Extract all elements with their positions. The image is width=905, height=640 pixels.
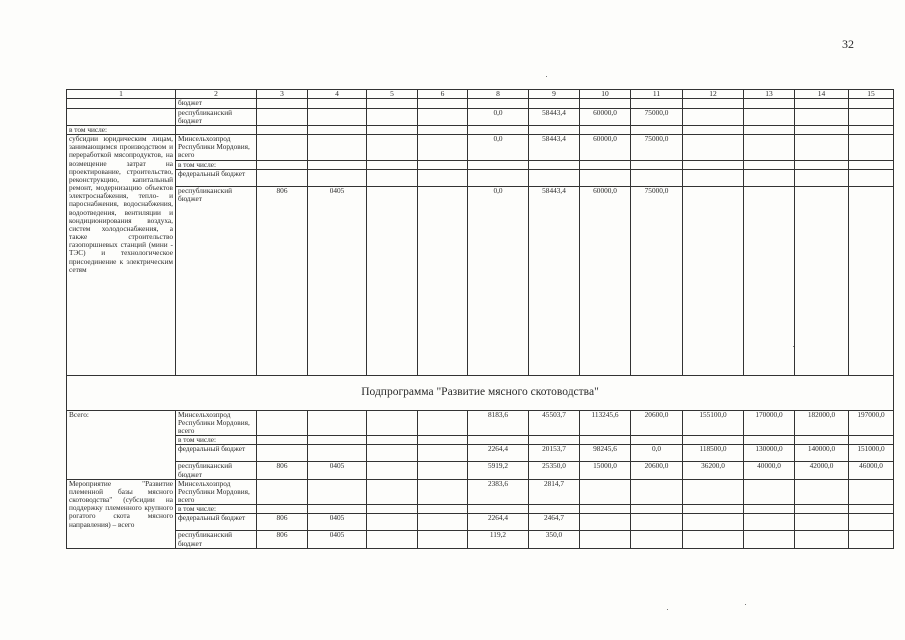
table-row	[67, 169, 894, 186]
table-row	[67, 160, 894, 169]
column-number: 4	[308, 90, 367, 99]
value-cell: 5919,2	[468, 462, 529, 479]
value-cell: 58443,4	[529, 135, 580, 161]
value-cell: 2264,4	[468, 445, 529, 462]
value-cell: 8183,6	[468, 410, 529, 436]
subsidy-description: субсидии юридическим лицам, занимающимся производством и переработкой мясопродуктов, на возмещение затрат на проектирование, строительство, реконструкцию, капитальный ремонт, модернизацию объектов электроснабжения, тепло- и пароснабжения, водоснабжения, водоотведения, вентиляции и кондиционирования воздуха, систем холодоснабжения, а также строительство газопоршневых станций (мини - ТЭС) и технологическое присоединение к электрическим сетям	[67, 135, 176, 376]
value-cell: 58443,4	[529, 108, 580, 125]
value-cell: 806	[257, 186, 308, 375]
table-row	[67, 514, 894, 531]
value-cell: 2383,6	[468, 479, 529, 505]
value-cell: 75000,0	[631, 108, 683, 125]
column-number: 13	[744, 90, 795, 99]
value-cell: 0,0	[631, 445, 683, 462]
table-row	[67, 108, 894, 125]
value-cell: 15000,0	[580, 462, 631, 479]
column-number: 5	[367, 90, 418, 99]
value-cell: 58443,4	[529, 186, 580, 375]
column-number: 9	[529, 90, 580, 99]
source-cell: Минсельхозпрод Республики Мордовия, всего	[176, 135, 257, 161]
value-cell: 98245,6	[580, 445, 631, 462]
value-cell: 0,0	[468, 186, 529, 375]
value-cell: 20600,0	[631, 410, 683, 436]
scan-speck	[667, 609, 668, 610]
table-row	[67, 462, 894, 479]
column-number-row	[67, 90, 894, 99]
source-cell: федеральный бюджет	[176, 169, 257, 186]
column-number: 3	[257, 90, 308, 99]
table-row	[67, 99, 894, 108]
source-cell: в том числе:	[176, 436, 257, 445]
value-cell: 60000,0	[580, 108, 631, 125]
table-row	[67, 186, 894, 375]
subprogram-title: Подпрограмма "Развитие мясного скотоводства"	[67, 375, 894, 410]
value-cell: 2464,7	[529, 514, 580, 531]
value-cell: 45503,7	[529, 410, 580, 436]
value-cell: 0,0	[468, 135, 529, 161]
column-number: 2	[176, 90, 257, 99]
column-number: 12	[683, 90, 744, 99]
source-cell: республиканский бюджет	[176, 108, 257, 125]
value-cell: 130000,0	[744, 445, 795, 462]
value-cell: 182000,0	[795, 410, 849, 436]
column-number: 10	[580, 90, 631, 99]
value-cell: 0405	[308, 186, 367, 375]
value-cell: 60000,0	[580, 135, 631, 161]
budget-table	[66, 89, 894, 549]
table-row	[67, 445, 894, 462]
source-cell: республиканский бюджет	[176, 462, 257, 479]
source-cell: Минсельхозпрод Республики Мордовия, всего	[176, 410, 257, 436]
value-cell: 46000,0	[849, 462, 894, 479]
value-cell: 140000,0	[795, 445, 849, 462]
scan-speck	[546, 76, 547, 77]
value-cell: 806	[257, 462, 308, 479]
column-number: 14	[795, 90, 849, 99]
table-cell	[67, 108, 176, 125]
table-row	[67, 410, 894, 436]
value-cell: 151000,0	[849, 445, 894, 462]
value-cell: 113245,6	[580, 410, 631, 436]
value-cell: 42000,0	[795, 462, 849, 479]
source-cell: бюджет	[176, 99, 257, 108]
value-cell: 75000,0	[631, 135, 683, 161]
value-cell: 40000,0	[744, 462, 795, 479]
source-cell: в том числе:	[176, 160, 257, 169]
table-row	[67, 125, 894, 134]
subprogram-row	[67, 375, 894, 410]
value-cell: 2264,4	[468, 514, 529, 531]
source-cell: федеральный бюджет	[176, 445, 257, 462]
label-cell: в том числе:	[67, 125, 176, 134]
table-row	[67, 436, 894, 445]
value-cell: 350,0	[529, 531, 580, 548]
column-number: 15	[849, 90, 894, 99]
value-cell: 25350,0	[529, 462, 580, 479]
column-number: 8	[468, 90, 529, 99]
scan-speck	[745, 604, 746, 605]
value-cell: 20153,7	[529, 445, 580, 462]
source-cell: республиканский бюджет	[176, 531, 257, 548]
value-cell: 119,2	[468, 531, 529, 548]
value-cell: 806	[257, 531, 308, 548]
value-cell: 36200,0	[683, 462, 744, 479]
column-number: 1	[67, 90, 176, 99]
column-number: 11	[631, 90, 683, 99]
measure-label: Мероприятие "Развитие племенной базы мясного скотоводства" (субсидии на поддержку племенного крупного рогатого скота мясного направления) – всего	[67, 479, 176, 548]
table-cell	[67, 99, 176, 108]
value-cell: 60000,0	[580, 186, 631, 375]
value-cell: 170000,0	[744, 410, 795, 436]
column-number: 6	[418, 90, 468, 99]
source-cell: республиканский бюджет	[176, 186, 257, 375]
table-row	[67, 479, 894, 505]
source-cell: Минсельхозпрод Республики Мордовия, всего	[176, 479, 257, 505]
value-cell: 197000,0	[849, 410, 894, 436]
table-row	[67, 135, 894, 161]
source-cell: федеральный бюджет	[176, 514, 257, 531]
value-cell: 20600,0	[631, 462, 683, 479]
value-cell: 2814,7	[529, 479, 580, 505]
total-label: Всего:	[67, 410, 176, 479]
table-row	[67, 505, 894, 514]
value-cell: 0405	[308, 514, 367, 531]
value-cell: 0405	[308, 531, 367, 548]
value-cell: 118500,0	[683, 445, 744, 462]
value-cell: 155100,0	[683, 410, 744, 436]
value-cell: 75000,0	[631, 186, 683, 375]
value-cell: 806	[257, 514, 308, 531]
table-row	[67, 531, 894, 548]
source-cell: в том числе:	[176, 505, 257, 514]
page-number: 32	[842, 37, 854, 51]
value-cell: 0,0	[468, 108, 529, 125]
value-cell: 0405	[308, 462, 367, 479]
